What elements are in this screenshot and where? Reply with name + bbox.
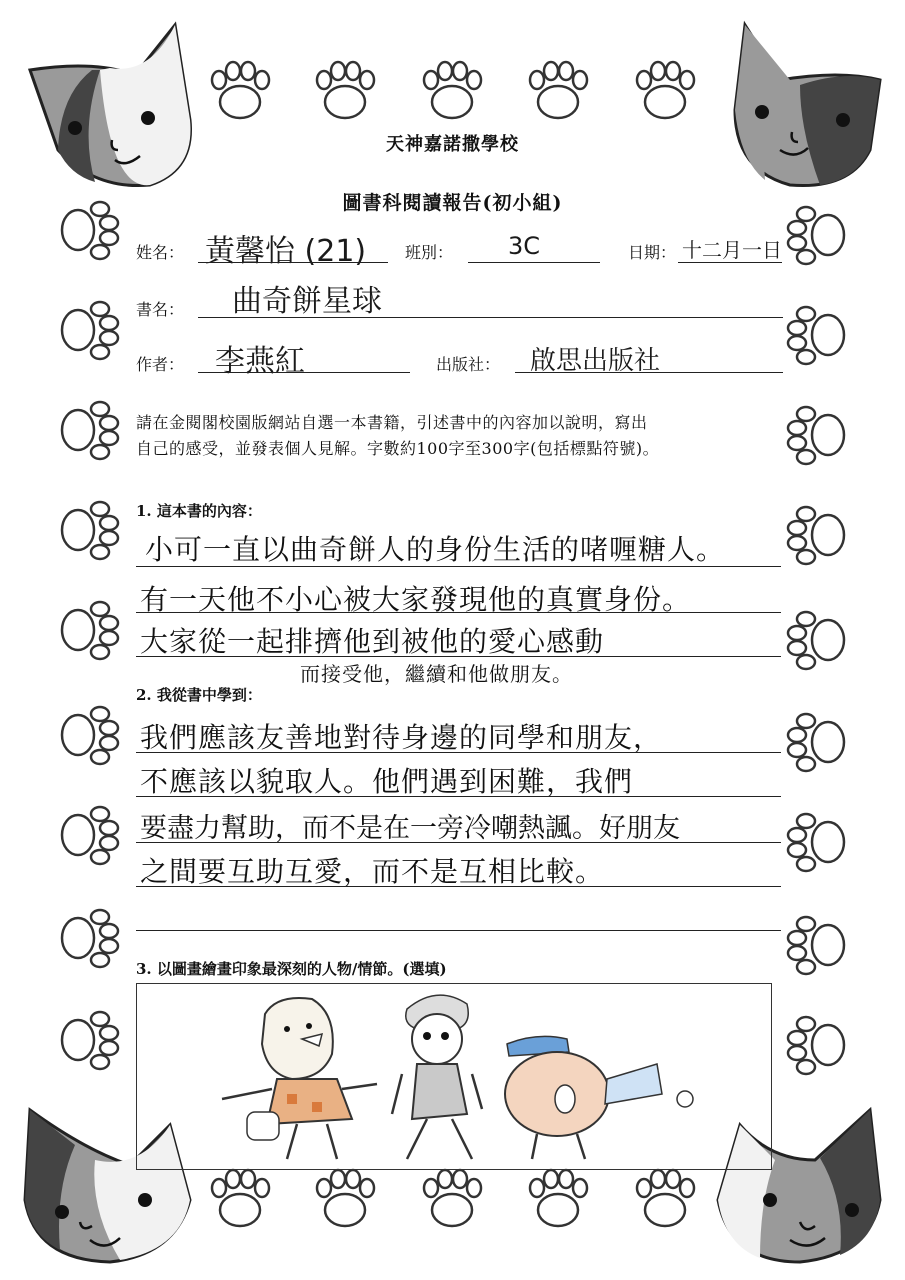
section-1-heading: 1. 這本書的內容： xyxy=(136,502,262,520)
publisher-underline xyxy=(515,372,783,373)
author-underline xyxy=(198,372,410,373)
section-1-line-1: 小可一直以曲奇餅人的身份生活的啫喱糖人。 xyxy=(145,533,726,566)
instructions-line-2: 自己的感受，並發表個人見解。字數約100字至300字(包括標點符號)。 xyxy=(136,439,660,458)
section-1-line-4: 而接受他，繼續和他做朋友。 xyxy=(300,662,573,686)
girl-character-illustration xyxy=(392,995,482,1159)
class-label: 班別： xyxy=(405,243,454,262)
ruled-line xyxy=(136,842,781,843)
form-title: 圖書科閱讀報告(初小組) xyxy=(342,192,563,214)
cookie-character-illustration xyxy=(222,998,377,1159)
paw-print-icon xyxy=(212,62,694,118)
section-1-line-3: 大家從一起排擠他到被他的愛心感動 xyxy=(140,625,605,658)
name-value: 黃馨怡 (21) xyxy=(205,234,367,269)
author-value: 李燕紅 xyxy=(215,344,305,379)
cat-face-icon xyxy=(735,25,880,186)
name-underline xyxy=(198,262,388,263)
date-value: 十二月一日 xyxy=(682,238,782,262)
ruled-line xyxy=(136,752,781,753)
author-label: 作者： xyxy=(136,355,185,374)
class-underline xyxy=(468,262,600,263)
date-underline xyxy=(678,262,782,263)
section-2-line-4: 之間要互助互愛，而不是互相比較。 xyxy=(140,855,605,888)
paw-print-icon xyxy=(788,207,844,1074)
section-1-line-2: 有一天他不小心被大家發現他的真實身份。 xyxy=(140,583,692,616)
book-value: 曲奇餅星球 xyxy=(232,284,382,319)
ruled-line xyxy=(136,796,781,797)
ruled-line xyxy=(136,566,781,567)
character-drawing xyxy=(137,984,771,1169)
bun-character-illustration xyxy=(505,1036,693,1159)
ruled-line xyxy=(136,612,781,613)
ruled-line xyxy=(136,886,781,887)
class-value: 3C xyxy=(508,232,541,260)
book-label: 書名： xyxy=(136,300,185,319)
name-label: 姓名： xyxy=(136,243,185,262)
drawing-frame xyxy=(136,983,772,1170)
book-underline xyxy=(198,317,783,318)
publisher-value: 啟思出版社 xyxy=(530,346,661,376)
instructions-line-1: 請在金閱閣校園版網站自選一本書籍，引述書中的內容加以說明，寫出 xyxy=(136,413,648,432)
section-2-line-1: 我們應該友善地對待身邊的同學和朋友， xyxy=(140,721,663,754)
section-2-line-3: 要盡力幫助，而不是在一旁冷嘲熱諷。好朋友 xyxy=(140,813,680,844)
publisher-label: 出版社： xyxy=(436,355,501,374)
ruled-line xyxy=(136,656,781,657)
date-label: 日期： xyxy=(628,243,677,262)
paw-print-icon xyxy=(62,202,118,1069)
paw-print-icon xyxy=(212,1170,694,1226)
cat-face-icon xyxy=(30,25,191,186)
school-name: 天神嘉諾撒學校 xyxy=(386,134,519,155)
ruled-line xyxy=(136,930,781,931)
section-2-line-2: 不應該以貌取人。他們遇到困難，我們 xyxy=(140,765,634,798)
section-3-heading: 3. 以圖畫繪畫印象最深刻的人物/情節。(選填) xyxy=(136,960,447,978)
section-2-heading: 2. 我從書中學到： xyxy=(136,686,262,704)
instructions xyxy=(136,410,786,462)
